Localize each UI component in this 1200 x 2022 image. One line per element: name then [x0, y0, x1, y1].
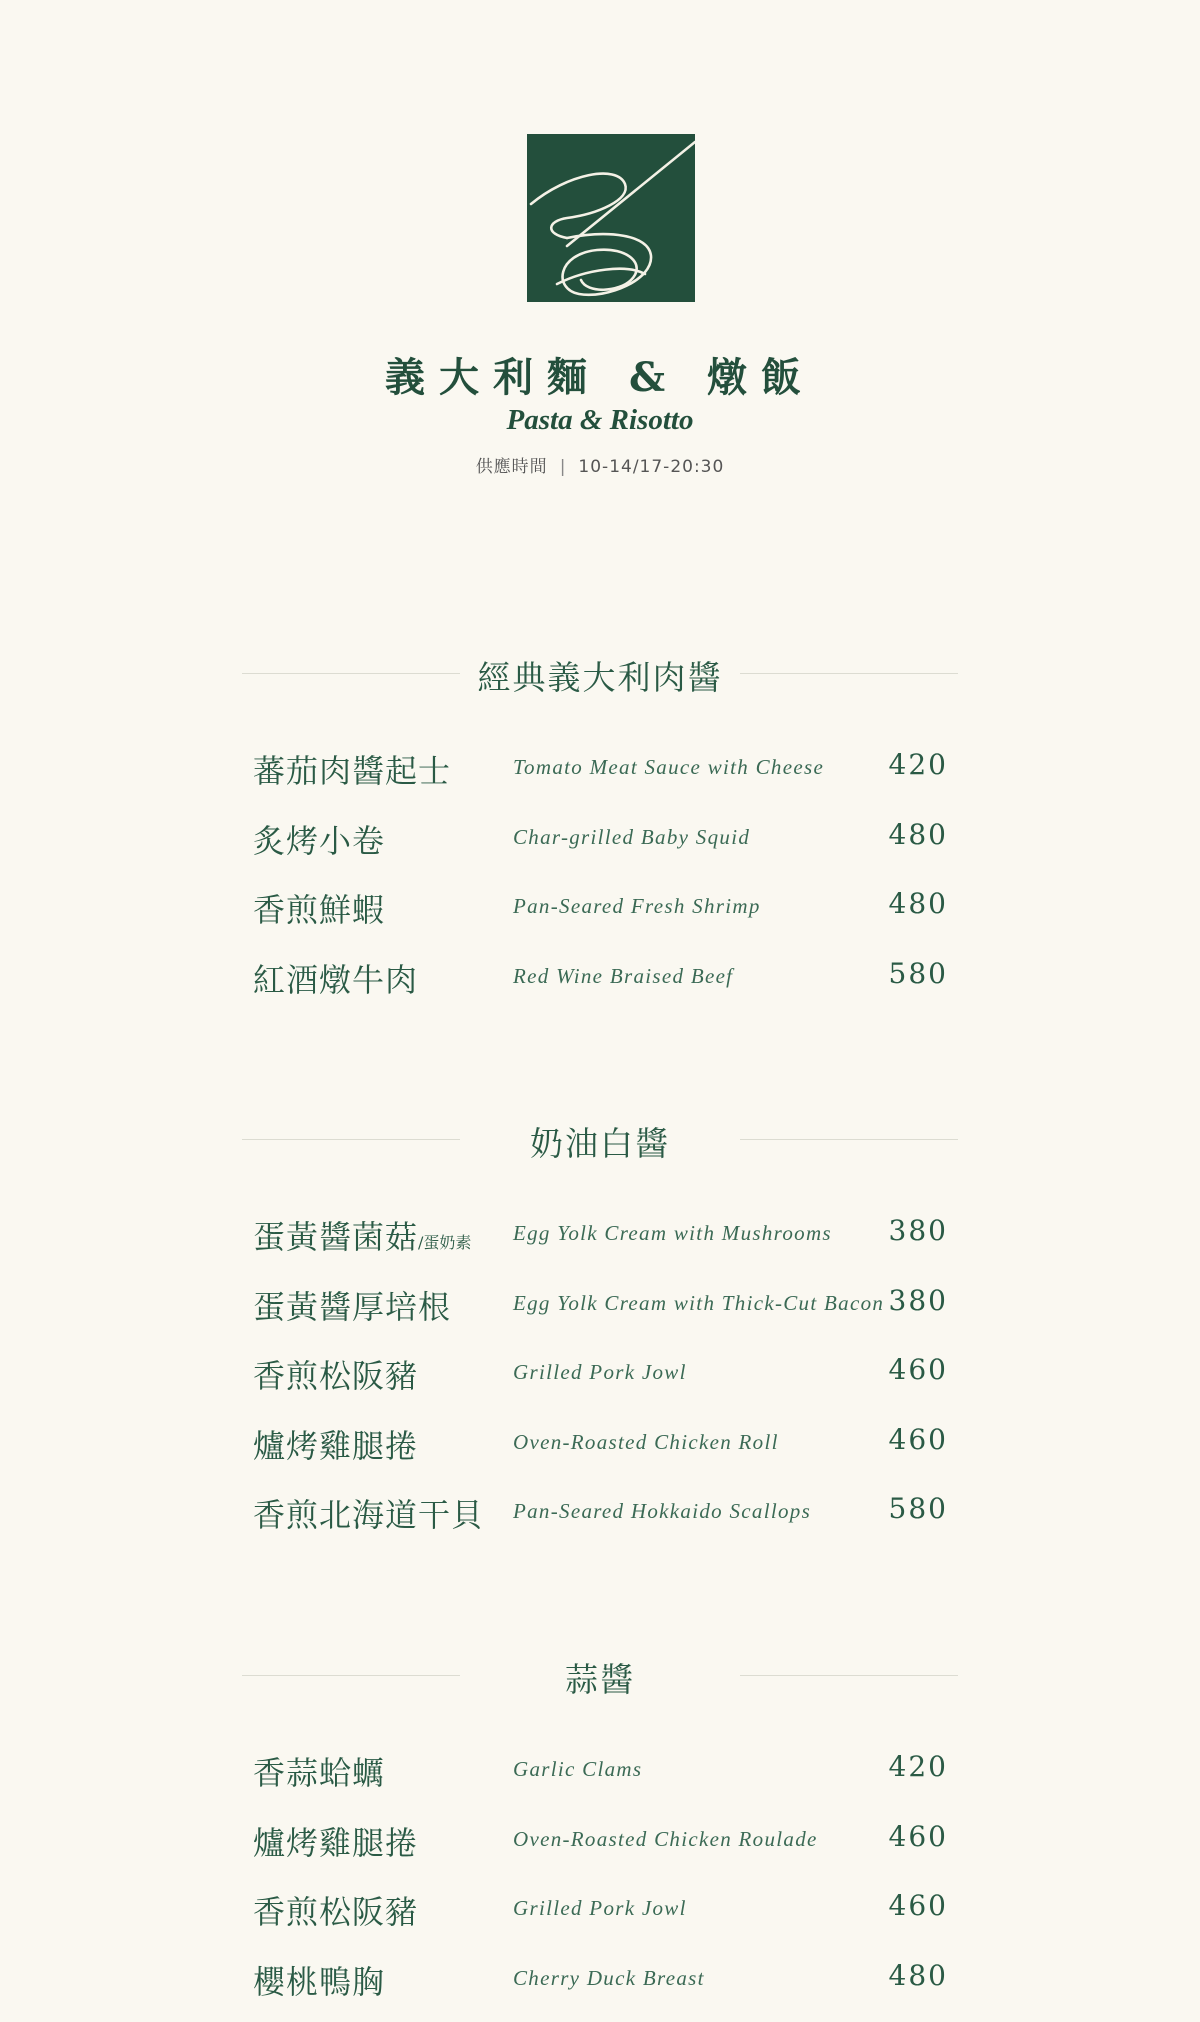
separator: |: [560, 457, 567, 477]
section-title: 奶油白醬: [0, 1118, 1200, 1165]
item-price: 420: [880, 748, 948, 781]
item-price: 460: [880, 1820, 948, 1853]
divider: [740, 1675, 958, 1676]
section-header: [0, 1650, 1200, 1700]
divider: [740, 673, 958, 674]
item-name-cn: 香蒜蛤蠣: [253, 1748, 385, 1794]
item-name-cn: 炙烤小卷: [253, 816, 385, 862]
item-name-cn: 紅酒燉牛肉: [253, 955, 418, 1001]
serving-hours: [0, 452, 1200, 477]
menu-item: [0, 951, 1200, 1021]
item-name-cn: 香煎松阪豬: [253, 1887, 418, 1933]
menu-item: [0, 1814, 1200, 1884]
menu-section-garlic-sauce: [0, 1650, 1200, 2022]
item-name-en: Cherry Duck Breast: [513, 1966, 705, 1991]
item-name-cn: 蕃茄肉醬起士: [253, 746, 451, 792]
item-price: 460: [880, 1353, 948, 1386]
item-name-cn: 香煎鮮蝦: [253, 885, 385, 931]
menu-item: [0, 1486, 1200, 1556]
item-name-en: Tomato Meat Sauce with Cheese: [513, 755, 824, 780]
item-price: 480: [880, 818, 948, 851]
menu-item: [0, 1347, 1200, 1417]
item-name-cn: 蛋黃醬厚培根: [253, 1282, 451, 1328]
item-price: 380: [880, 1284, 948, 1317]
item-name-en: Garlic Clams: [513, 1757, 642, 1782]
item-name-cn-text: 蛋黃醬菌菇: [253, 1218, 418, 1256]
section-title: 蒜醬: [0, 1654, 1200, 1701]
item-name-cn: 爐烤雞腿捲: [253, 1421, 418, 1467]
item-name-en: Egg Yolk Cream with Thick-Cut Bacon: [513, 1291, 884, 1316]
menu-item: [0, 1208, 1200, 1278]
divider: [740, 1139, 958, 1140]
item-price: 580: [880, 957, 948, 990]
menu-item: [0, 812, 1200, 882]
dietary-note: /蛋奶素: [418, 1233, 471, 1252]
item-name-cn: [253, 1212, 471, 1258]
item-name-en: Oven-Roasted Chicken Roulade: [513, 1827, 818, 1852]
item-price: 420: [880, 1750, 948, 1783]
menu-item: [0, 881, 1200, 951]
menu-title: 義大利麵 & 燉飯: [0, 346, 1200, 403]
item-name-en: Egg Yolk Cream with Mushrooms: [513, 1221, 832, 1246]
item-name-en: Pan-Seared Hokkaido Scallops: [513, 1499, 811, 1524]
item-name-cn: 香煎北海道干貝: [253, 1490, 484, 1536]
serving-hours-label: 供應時間: [476, 457, 548, 477]
menu-subtitle: Pasta & Risotto: [0, 404, 1200, 437]
menu-item: [0, 1883, 1200, 1953]
menu-item: [0, 1417, 1200, 1487]
item-name-cn: 爐烤雞腿捲: [253, 1818, 418, 1864]
item-price: 460: [880, 1423, 948, 1456]
item-price: 480: [880, 1959, 948, 1992]
item-name-en: Red Wine Braised Beef: [513, 964, 733, 989]
item-price: 460: [880, 1889, 948, 1922]
item-name-en: Grilled Pork Jowl: [513, 1360, 687, 1385]
item-price: 580: [880, 1492, 948, 1525]
item-price: 480: [880, 887, 948, 920]
section-header: [0, 1114, 1200, 1164]
item-name-en: Oven-Roasted Chicken Roll: [513, 1430, 779, 1455]
menu-section-cream-sauce: [0, 1114, 1200, 1556]
menu-item: [0, 1744, 1200, 1814]
item-name-cn: 香煎松阪豬: [253, 1351, 418, 1397]
section-title: 經典義大利肉醬: [0, 652, 1200, 699]
item-name-en: Pan-Seared Fresh Shrimp: [513, 894, 761, 919]
item-name-en: Grilled Pork Jowl: [513, 1896, 687, 1921]
item-name-en: Char-grilled Baby Squid: [513, 825, 750, 850]
item-price: 380: [880, 1214, 948, 1247]
menu-item: [0, 1278, 1200, 1348]
serving-hours-value: 10-14/17-20:30: [578, 457, 724, 477]
menu-section-classic-meat-sauce: [0, 648, 1200, 1020]
item-name-cn: 櫻桃鴨胸: [253, 1957, 385, 2003]
menu-item: [0, 1953, 1200, 2022]
restaurant-logo: [527, 134, 695, 302]
menu-item: [0, 742, 1200, 812]
section-header: [0, 648, 1200, 698]
